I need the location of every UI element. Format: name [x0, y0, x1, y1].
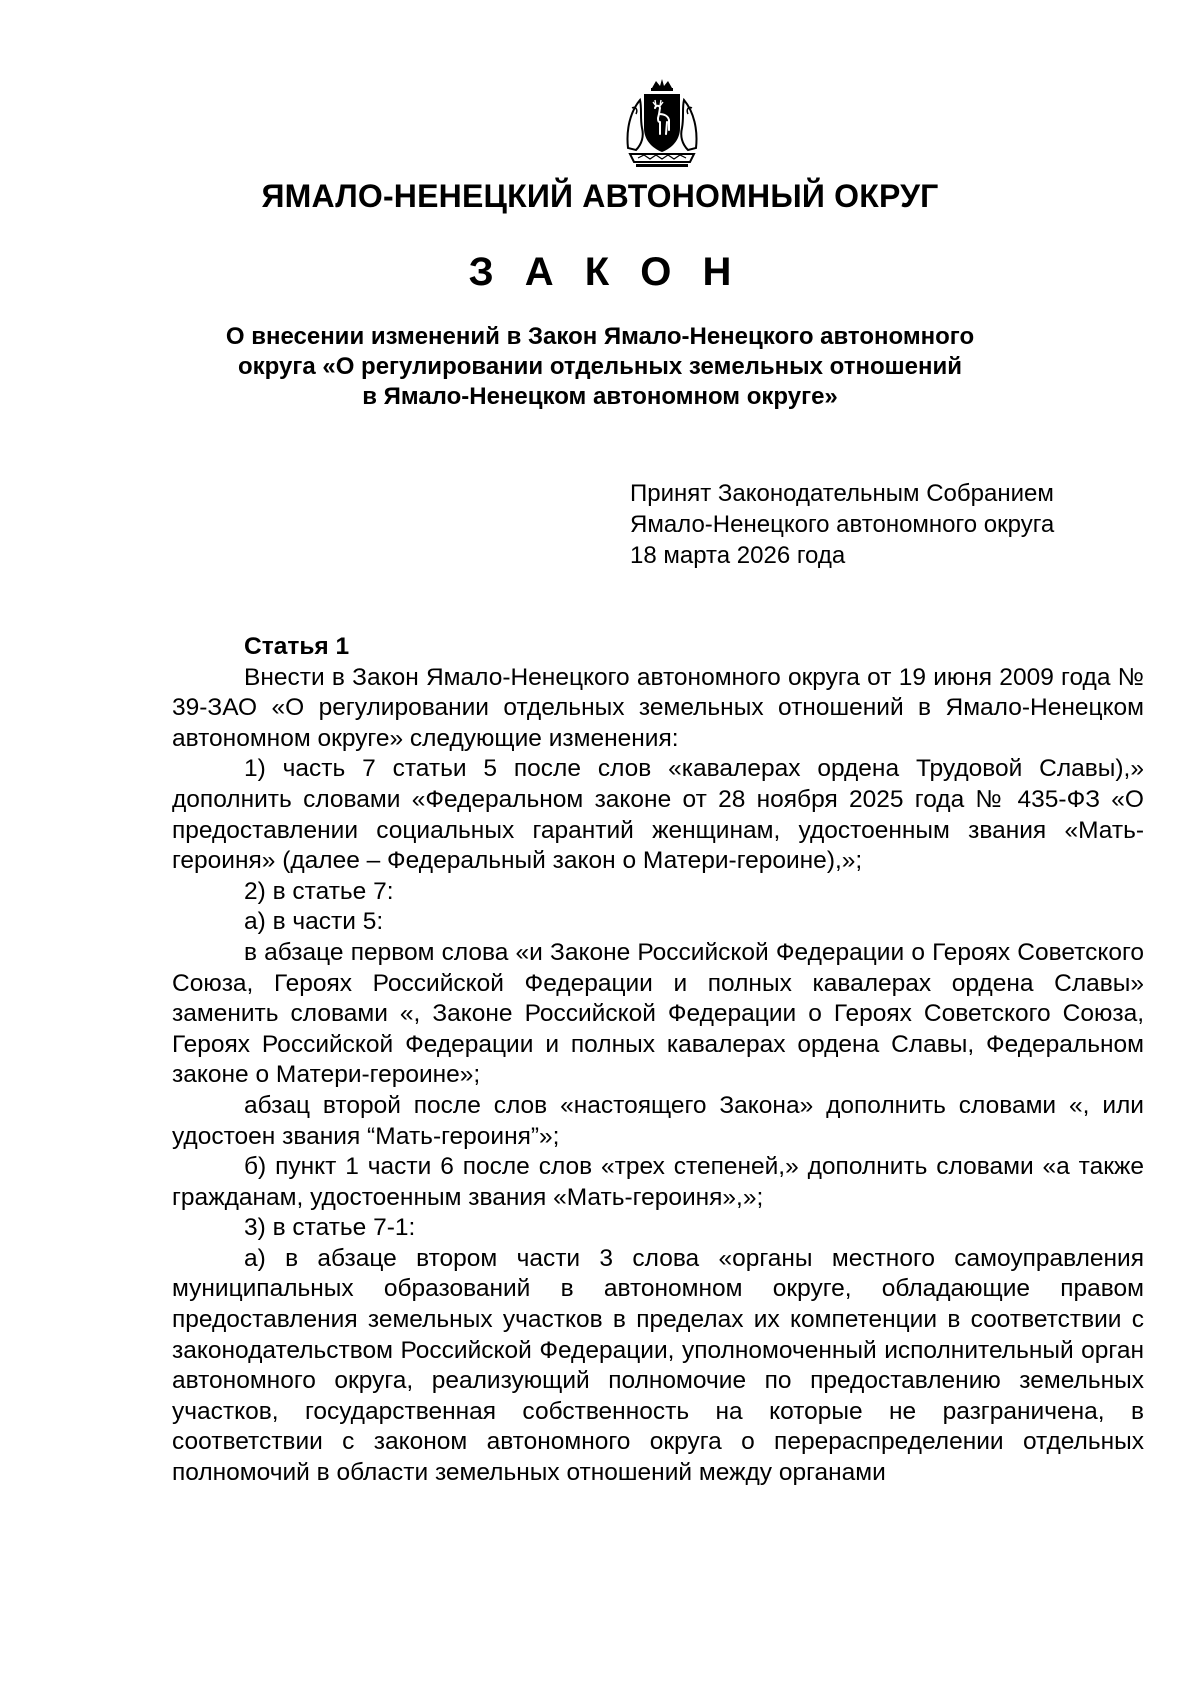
- article-paragraph: б) пункт 1 части 6 после слов «трех степеней,» дополнить словами «а также гражданам, удостоенным звания «Мать-героиня»,»;: [172, 1153, 1144, 1211]
- article-paragraph: Внести в Закон Ямало-Ненецкого автономного округа от 19 июня 2009 года № 39-ЗАО «О регулировании отдельных земельных отношений в Ямало-Ненецком автономном округе» следующие изменения:: [172, 663, 1144, 752]
- article-paragraph: а) в абзаце втором части 3 слова «органы местного самоуправления муниципальных образований в автономном округе, обладающие правом предоставления земельных участков в пределах их компетенции в соответствии с законодательством Российской Федерации, уполномоченный исполнительный орган автономного округа, реализующий полномочие по предоставлению земельных участков, государственная собственность на которые не разграничена, в соответствии с законом автономного округа о перераспределении отдельных полномочий в области земельных отношений между органами: [172, 1244, 1144, 1487]
- document-type-title: З А К О Н: [468, 250, 742, 294]
- subtitle-line: в Ямало-Ненецком автономном округе»: [362, 383, 838, 410]
- coat-of-arms-emblem: [622, 78, 702, 170]
- subtitle-line: О внесении изменений в Закон Ямало-Ненецкого автономного: [225, 323, 975, 350]
- law-subtitle: [150, 322, 1050, 412]
- adoption-line: Принят Законодательным Собранием: [630, 480, 1054, 507]
- article-heading: Статья 1: [244, 633, 350, 660]
- adoption-date: 18 марта 2026 года: [630, 542, 846, 569]
- article-paragraph: абзац второй после слов «настоящего Закона» дополнить словами «, или удостоен звания “Мать-героиня”»;: [172, 1091, 1144, 1150]
- article-paragraph: 3) в статье 7-1:: [244, 1214, 416, 1242]
- subtitle-line: округа «О регулировании отдельных земельных отношений: [237, 353, 963, 380]
- article-paragraph: а) в части 5:: [244, 908, 384, 936]
- article-1: [172, 632, 1144, 1489]
- article-paragraph: 2) в статье 7:: [244, 877, 394, 905]
- adoption-line: Ямало-Ненецкого автономного округа: [630, 511, 1055, 538]
- article-paragraph: в абзаце первом слова «и Законе Российской Федерации о Героях Советского Союза, Героях Российской Федерации и полных кавалерах ордена Славы» заменить словами «, Законе Российской Федерации о Героях Советского Союза, Героях Российской Федерации и полных кавалерах ордена Славы, Федеральном законе о Матери-героине»;: [172, 938, 1144, 1089]
- adoption-block: [630, 478, 1150, 571]
- region-title: ЯМАЛО-НЕНЕЦКИЙ АВТОНОМНЫЙ ОКРУГ: [261, 178, 939, 214]
- article-paragraph: 1) часть 7 статьи 5 после слов «кавалерах ордена Трудовой Славы),» дополнить словами «Федеральном законе от 28 ноября 2025 года № 435-ФЗ «О предоставлении социальных гарантий женщинам, удостоенным звания «Мать-героиня» (далее – Федеральный закон о Матери-героине),»;: [172, 755, 1144, 875]
